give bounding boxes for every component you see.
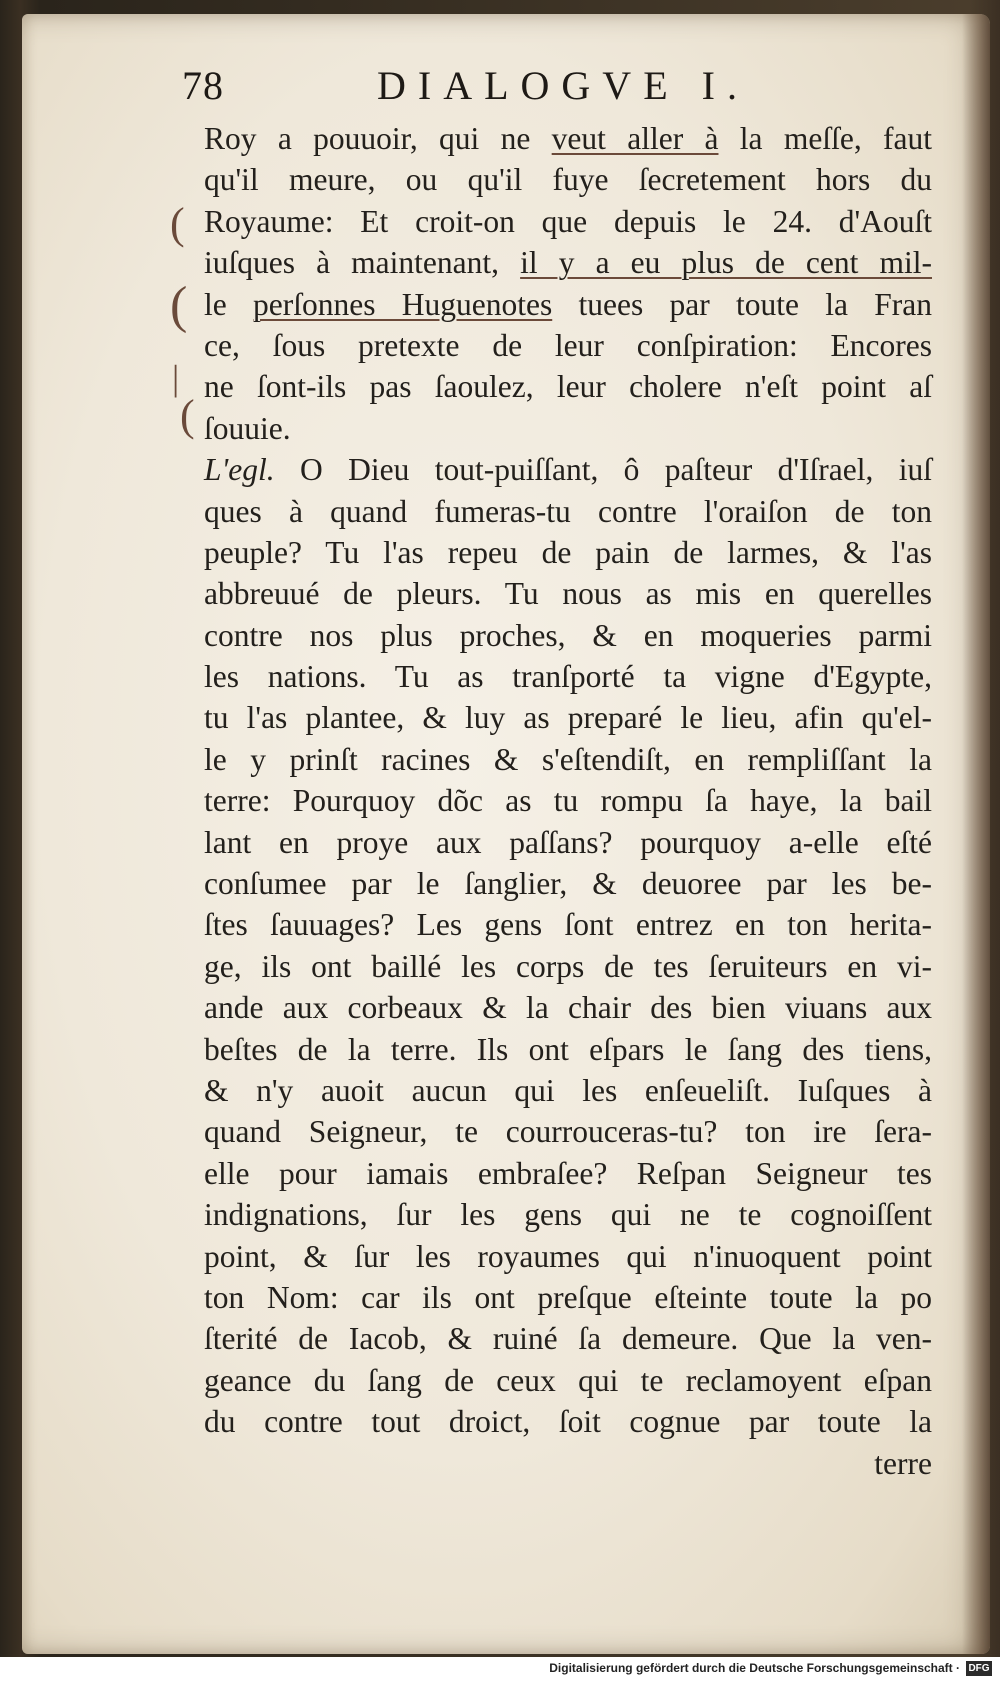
text-line: qu'il meure, ou qu'il fuye ſecretement hors du: [204, 162, 932, 198]
text-line: ton Nom: car ils ont preſque eſteinte toute la po: [204, 1279, 932, 1315]
text-line: ce, ſous pretexte de leur conſpiration: Encores: [204, 327, 932, 363]
text-line: [204, 242, 932, 283]
text-line: lant en proye aux paſſans? pourquoy a-elle eſté: [204, 824, 932, 860]
text-line: elle pour iamais embraſee? Reſpan Seigneur tes: [204, 1155, 932, 1191]
text-line: ne ſont-ils pas ſaoulez, leur cholere n'eſt point aſ: [204, 369, 932, 405]
text-line: ande aux corbeaux & la chair des bien viuans aux: [204, 990, 932, 1026]
line-text: iuſques à maintenant,: [204, 245, 521, 281]
body-text: [204, 118, 932, 1484]
manuscript-underline: veut aller à: [551, 121, 719, 156]
text-line: terre: Pourquoy dõc as tu rompu ſa haye, la bail: [204, 783, 932, 819]
line-text: O Dieu tout-puiſſant, ô paſteur d'Iſrael, iuſ: [274, 452, 932, 488]
margin-bracket-mark: (: [170, 199, 185, 248]
text-line: du contre tout droict, ſoit cognue par toute la: [204, 1404, 932, 1440]
catchword: terre: [874, 1445, 932, 1481]
digitization-footer: [0, 1657, 1000, 1681]
text-line: quand Seigneur, te courrouceras-tu? ton ire ſera-: [204, 1114, 932, 1150]
text-line: les nations. Tu as tranſporté ta vigne d'Egypte,: [204, 659, 932, 695]
text-line: ques à quand fumeras-tu contre l'oraiſon de ton: [204, 493, 932, 529]
text-line: ſtes ſauuages? Les gens ſont entrez en ton herita-: [204, 907, 932, 943]
text-line: geance du ſang de ceux qui te reclamoyent eſpan: [204, 1362, 932, 1398]
margin-bracket-mark: (: [170, 277, 188, 334]
margin-bracket-mark: |: [172, 358, 180, 398]
line-text: tuees par toute la Fran: [552, 286, 933, 322]
text-line: tu l'as plantee, & luy as preparé le lieu, afin qu'el-: [204, 700, 932, 736]
running-head: DIALOGVE I.: [377, 63, 749, 108]
text-line: [204, 449, 932, 490]
page-header: [182, 62, 902, 122]
text-line: & n'y auoit aucun qui les enſeueliſt. Iuſques à: [204, 1072, 932, 1108]
book-page: [22, 14, 990, 1654]
text-line: ſterité de Iacob, & ruiné ſa demeure. Que la ven-: [204, 1321, 932, 1357]
text-line: peuple? Tu l'as repeu de pain de larmes, & l'as: [204, 534, 932, 570]
text-line: ſouuie.: [204, 410, 291, 446]
line-text: le: [204, 286, 254, 322]
speaker-label: L'egl.: [204, 452, 275, 488]
text-line: point, & ſur les royaumes qui n'inuoquent point: [204, 1238, 932, 1274]
text-line: le y prinſt racines & s'eſtendiſt, en rempliſſant la: [204, 741, 932, 777]
text-line: ge, ils ont baillé les corps de tes ſeruiteurs en vi-: [204, 948, 932, 984]
text-line: beſtes de la terre. Ils ont eſpars le ſang des tiens,: [204, 1031, 932, 1067]
line-text: la meſſe, faut: [718, 121, 932, 156]
text-line: [204, 118, 932, 159]
funding-credit: Digitalisierung gefördert durch die Deutsche Forschungsgemeinschaft ·: [549, 1661, 960, 1675]
text-line: [204, 284, 932, 325]
text-line: Royaume: Et croit-on que depuis le 24. d'Aouſt: [204, 203, 932, 239]
margin-bracket-mark: (: [180, 391, 195, 440]
text-line: abbreuué de pleurs. Tu nous as mis en querelles: [204, 576, 932, 612]
dfg-logo: DFG: [966, 1661, 992, 1676]
manuscript-underline: perſonnes Huguenotes: [253, 286, 553, 322]
text-line: indignations, ſur les gens qui ne te cognoiſſent: [204, 1197, 932, 1233]
text-line: conſumee par le ſanglier, & deuoree par les be-: [204, 866, 932, 902]
manuscript-underline: il y a eu plus de cent mil-: [520, 245, 932, 281]
page-edge-shadow: [962, 14, 990, 1654]
page-number: 78: [182, 63, 224, 108]
text-line: contre nos plus proches, & en moqueries parmi: [204, 617, 932, 653]
line-text: Roy a pouuoir, qui ne: [204, 121, 552, 156]
